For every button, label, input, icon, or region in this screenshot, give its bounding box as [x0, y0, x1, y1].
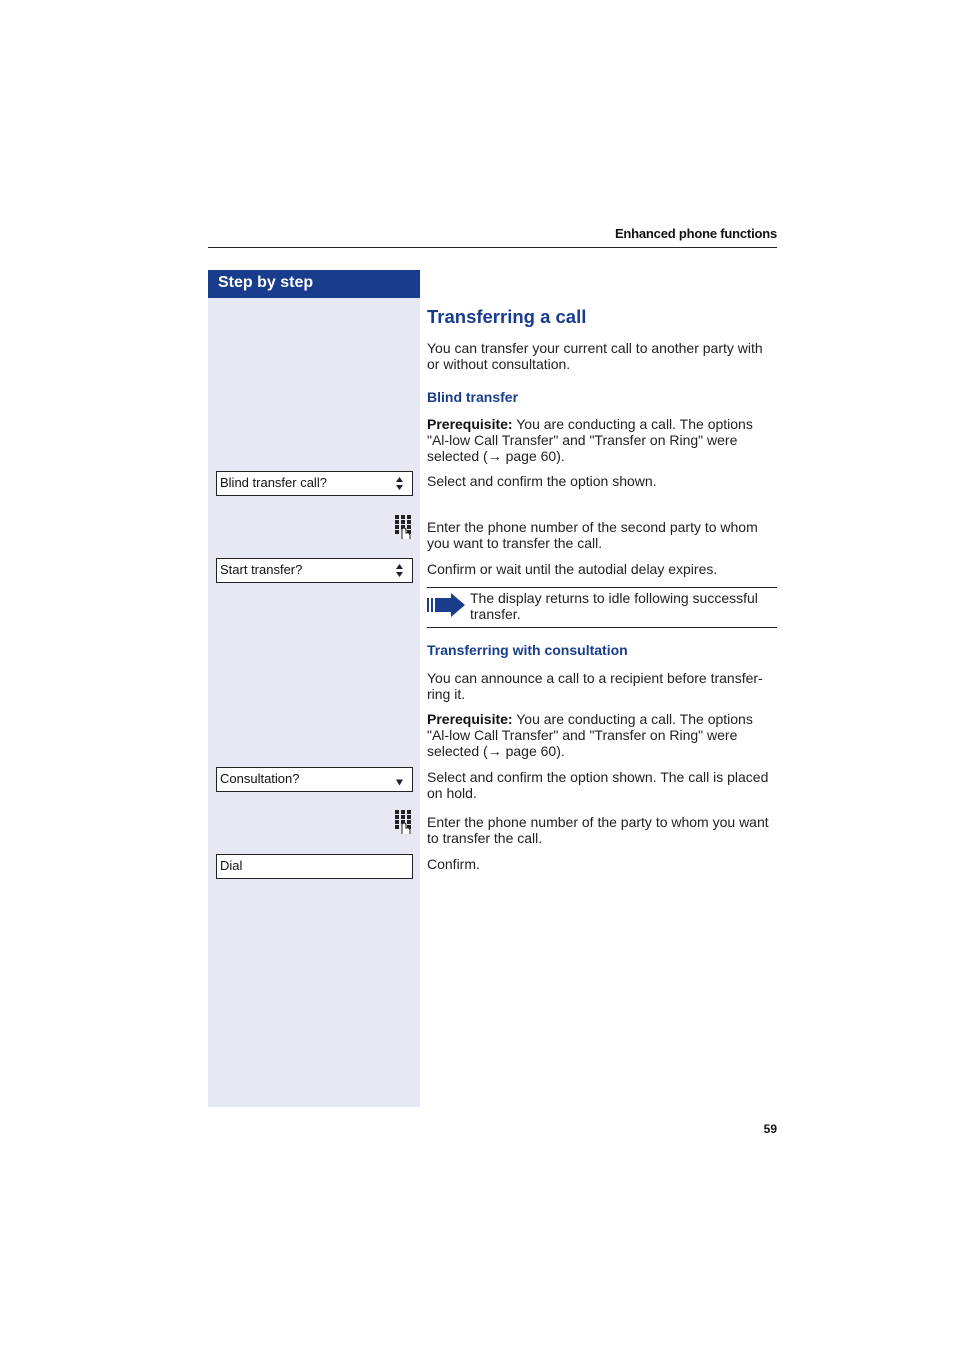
right-arrow-icon: →	[487, 448, 502, 464]
keypad-icon	[395, 810, 413, 834]
blind-step-enter-number: Enter the phone number of the second party to whom you want to transfer the call.	[427, 519, 758, 551]
up-down-arrows-icon	[396, 564, 403, 577]
blind-prerequisite	[427, 416, 777, 464]
keypad-icon	[395, 515, 413, 539]
blind-step-select: Select and confirm the option shown.	[427, 473, 657, 489]
up-down-arrows-icon	[396, 477, 403, 490]
consultation-step-select: Select and confirm the option shown. The call is placed on hold.	[427, 769, 769, 801]
consultation-heading: Transferring with consultation	[427, 642, 628, 658]
running-header: Enhanced phone functions	[614, 226, 777, 241]
header-rule	[208, 247, 777, 248]
right-arrow-icon: →	[487, 743, 502, 759]
note-text: The display returns to idle following successful transfer.	[470, 590, 758, 622]
note-arrow-icon	[427, 593, 465, 617]
display-start-transfer[interactable]	[216, 558, 413, 583]
consultation-step-enter-number: Enter the phone number of the party to whom you want to transfer the call.	[427, 814, 769, 846]
prerequisite-label: Prerequisite:	[427, 711, 513, 727]
page-reference: page 60).	[501, 448, 565, 464]
prerequisite-text: You are conducting a call. The options "Al-low Call Transfer" and "Transfer on Ring" were selected (	[427, 711, 753, 759]
note-rule-bottom	[427, 627, 777, 628]
down-arrow-icon	[396, 776, 403, 789]
display-label: Consultation?	[220, 771, 300, 786]
section-intro: You can transfer your current call to another party with or without consultation.	[427, 340, 763, 372]
display-label: Start transfer?	[220, 562, 303, 577]
display-blind-transfer[interactable]	[216, 471, 413, 496]
consultation-prerequisite	[427, 711, 777, 759]
display-dial[interactable]	[216, 854, 413, 879]
prerequisite-label: Prerequisite:	[427, 416, 513, 432]
display-label: Blind transfer call?	[220, 475, 327, 490]
display-consultation[interactable]	[216, 767, 413, 792]
section-title: Transferring a call	[427, 306, 587, 327]
blind-transfer-heading: Blind transfer	[427, 389, 519, 405]
display-label: Dial	[220, 858, 243, 873]
prerequisite-text: You are conducting a call. The options "Al-low Call Transfer" and "Transfer on Ring" were selected (	[427, 416, 753, 464]
sidebar-heading: Step by step	[208, 270, 420, 298]
step-sidebar	[208, 270, 420, 1107]
page-reference: page 60).	[501, 743, 565, 759]
consultation-step-confirm: Confirm.	[427, 856, 480, 872]
page-number: 59	[763, 1122, 777, 1136]
note-rule-top	[427, 587, 777, 588]
blind-step-confirm: Confirm or wait until the autodial delay expires.	[427, 561, 718, 577]
consultation-intro: You can announce a call to a recipient before transfer-ring it.	[427, 670, 763, 702]
